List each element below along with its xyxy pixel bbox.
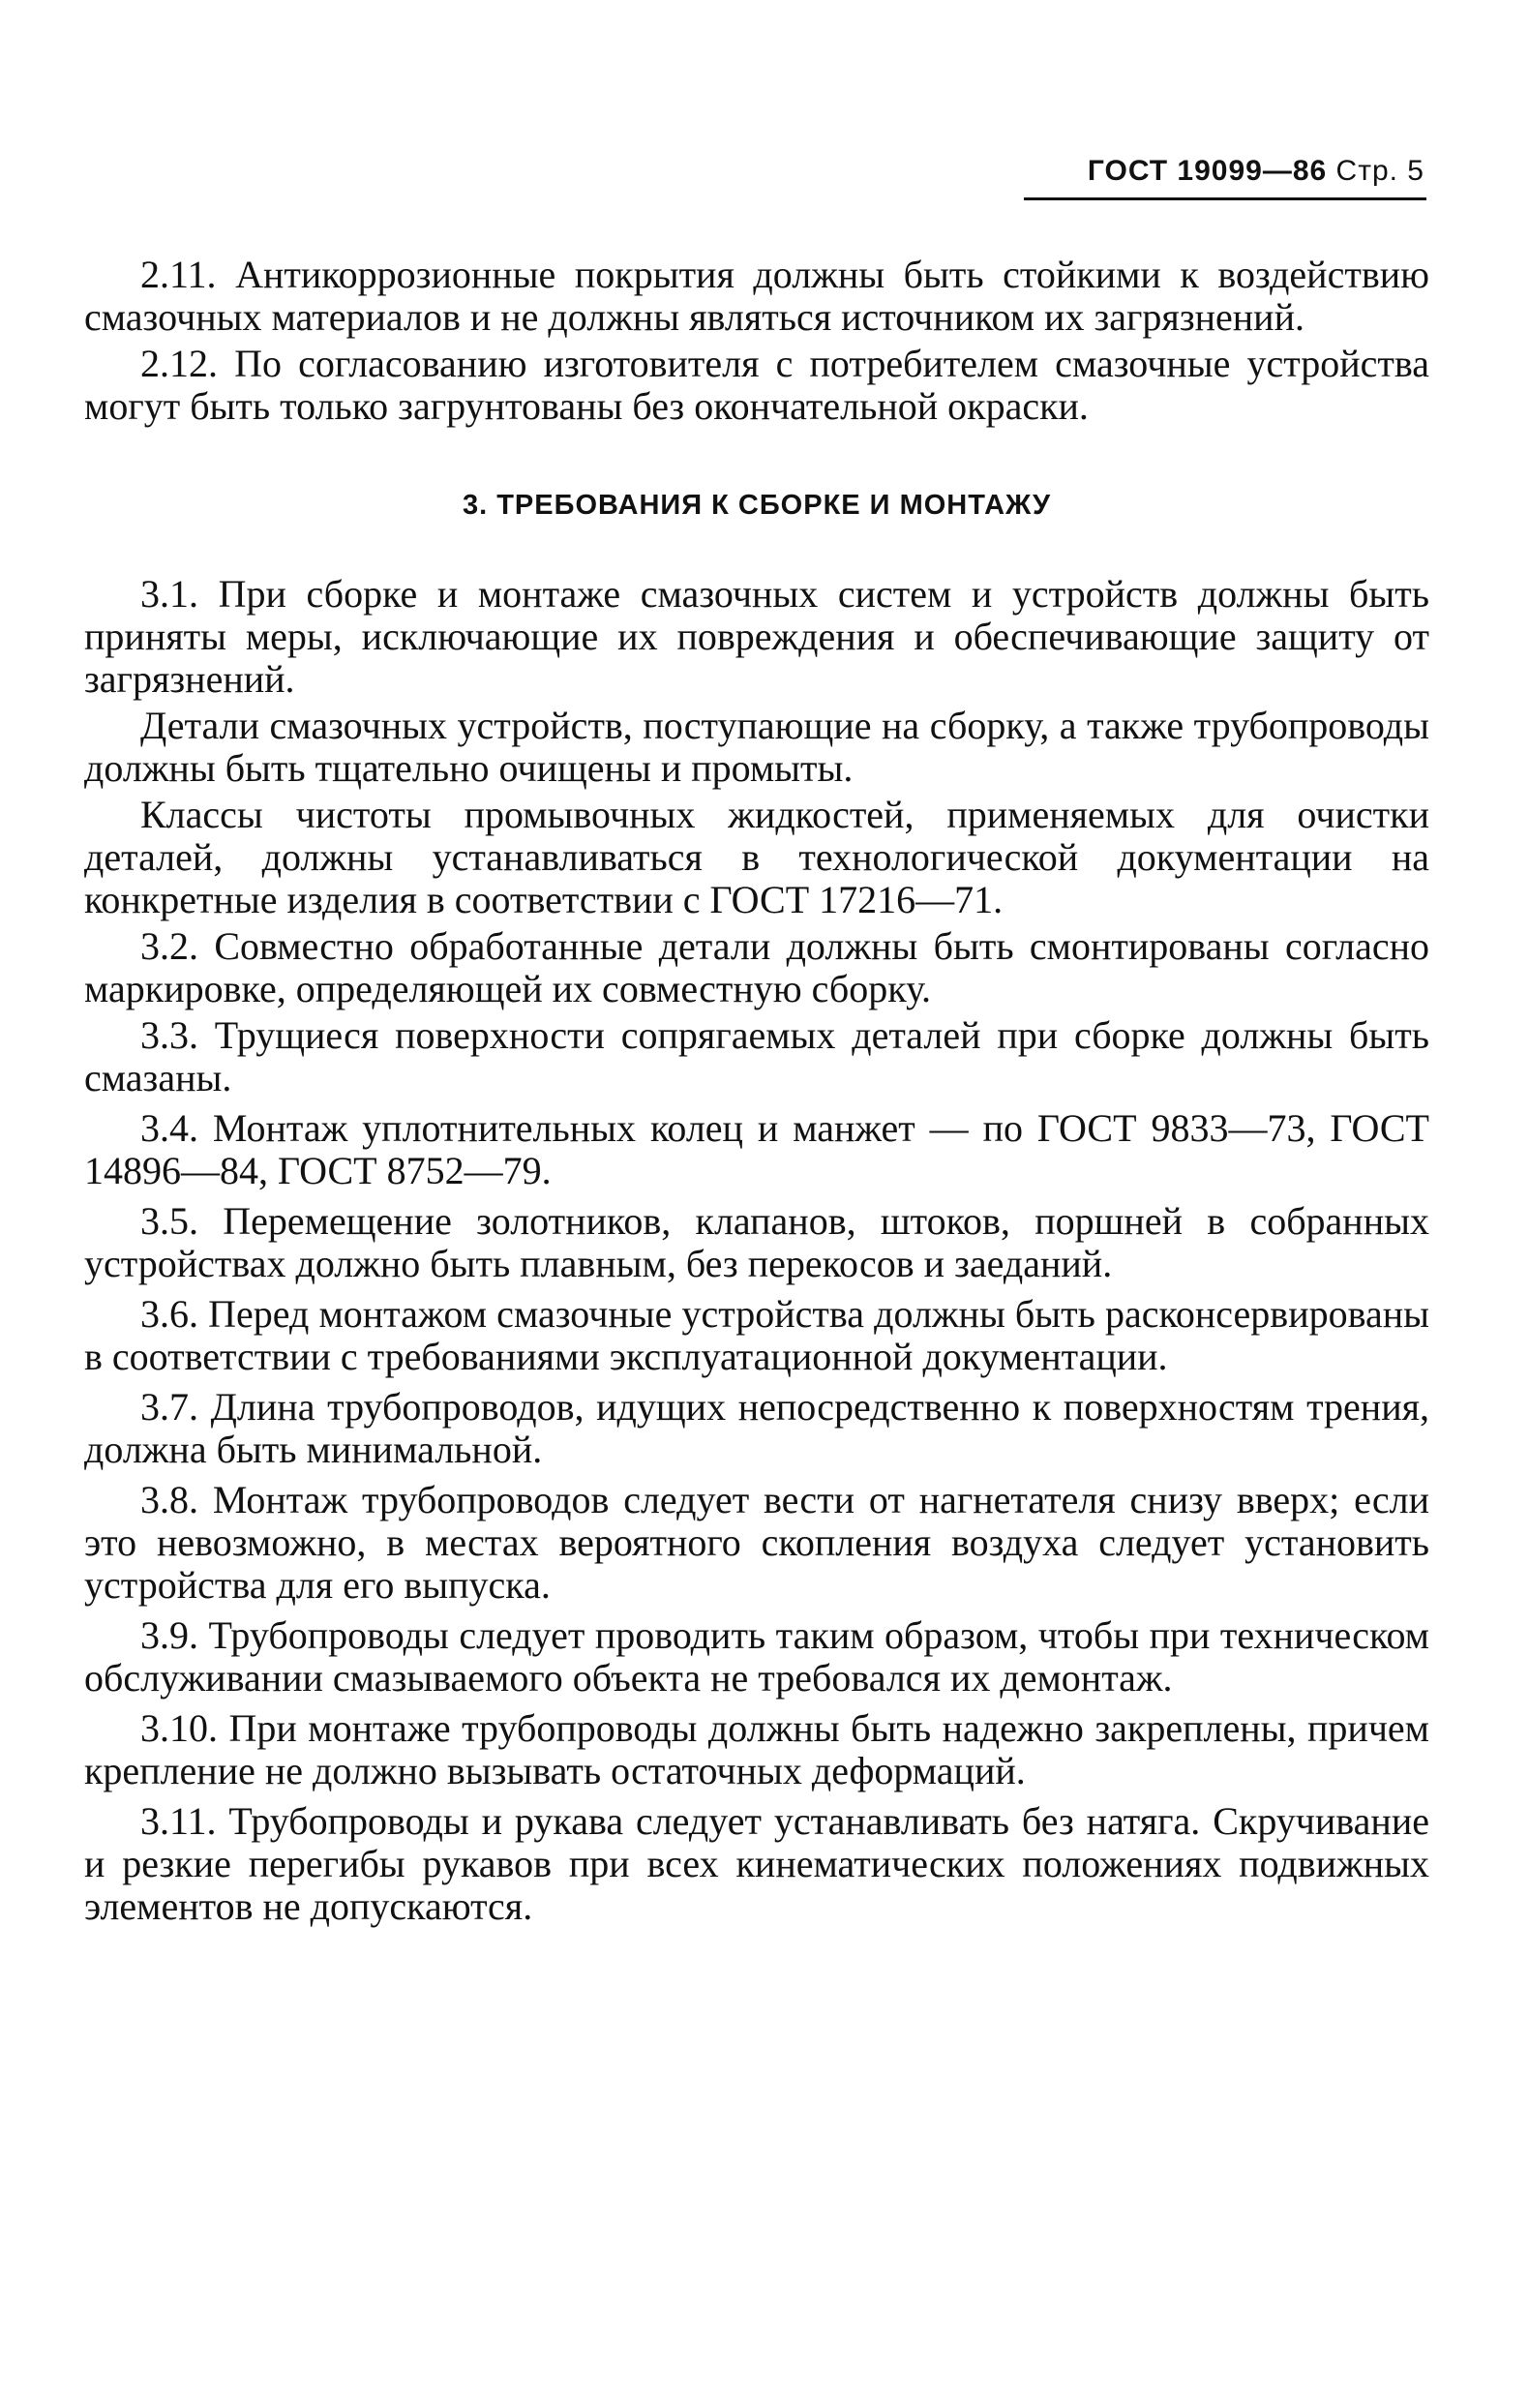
paragraph-3-5: 3.5. Перемещение золотников, клапанов, штоков, поршней в собранных устройствах должно быть плавным, без перекосов и заеданий. [84, 1199, 1429, 1285]
document-body [84, 254, 1429, 1932]
paragraph-3-9: 3.9. Трубопроводы следует проводить таким образом, чтобы при техническом обслуживании смазываемого объекта не требовался их демонтаж. [84, 1613, 1429, 1700]
paragraph-3-6: 3.6. Перед монтажом смазочные устройства должны быть расконсервированы в соответствии с требованиями эксплуатационной документации. [84, 1292, 1429, 1378]
standard-code: ГОСТ 19099—86 [1087, 155, 1328, 187]
paragraph-3-10: 3.10. При монтаже трубопроводы должны быть надежно закреплены, причем крепление не должно вызывать остаточных деформаций. [84, 1706, 1429, 1792]
paragraph-3-11: 3.11. Трубопроводы и рукава следует устанавливать без натяга. Скручивание и резкие перегибы рукавов при всех кинематических положениях подвижных элементов не допускаются. [84, 1799, 1429, 1928]
paragraph-2-12: 2.12. По согласованию изготовителя с потребителем смазочные устройства могут быть только загрунтованы без окончательной окраски. [84, 342, 1429, 428]
paragraph-3-1: 3.1. При сборке и монтаже смазочных систем и устройств должны быть приняты меры, исключающие их повреждения и обеспечивающие защиту от загрязнений. [84, 572, 1429, 701]
paragraph-3-3: 3.3. Трущиеся поверхности сопрягаемых деталей при сборке должны быть смазаны. [84, 1013, 1429, 1099]
paragraph-3-8: 3.8. Монтаж трубопроводов следует вести от нагнетателя снизу вверх; если это невозможно, в местах вероятного скопления воздуха следует установить устройства для его выпуска. [84, 1478, 1429, 1607]
paragraph-3-1-cleanliness: Классы чистоты промывочных жидкостей, применяемых для очистки деталей, должны устанавливаться в технологической документации на конкретные изделия в соответствии с ГОСТ 17216—71. [84, 793, 1429, 921]
header-divider [1024, 197, 1426, 200]
paragraph-3-1-parts: Детали смазочных устройств, поступающие на сборку, а также трубопроводы должны быть тщательно очищены и промыты. [84, 704, 1429, 790]
paragraph-3-2: 3.2. Совместно обработанные детали должны быть смонтированы согласно маркировке, определяющей их совместную сборку. [84, 924, 1429, 1010]
paragraph-3-7: 3.7. Длина трубопроводов, идущих непосредственно к поверхностям трения, должна быть минимальной. [84, 1385, 1429, 1471]
paragraph-3-4: 3.4. Монтаж уплотнительных колец и манжет — по ГОСТ 9833—73, ГОСТ 14896—84, ГОСТ 8752—79. [84, 1106, 1429, 1192]
page-header [1088, 155, 1424, 188]
section-3-heading: 3. ТРЕБОВАНИЯ К СБОРКЕ И МОНТАЖУ [462, 490, 1052, 521]
paragraph-2-11: 2.11. Антикоррозионные покрытия должны быть стойкими к воздействию смазочных материалов и не должны являться источником их загрязнений. [84, 253, 1429, 339]
page-number: Стр. 5 [1335, 155, 1424, 187]
